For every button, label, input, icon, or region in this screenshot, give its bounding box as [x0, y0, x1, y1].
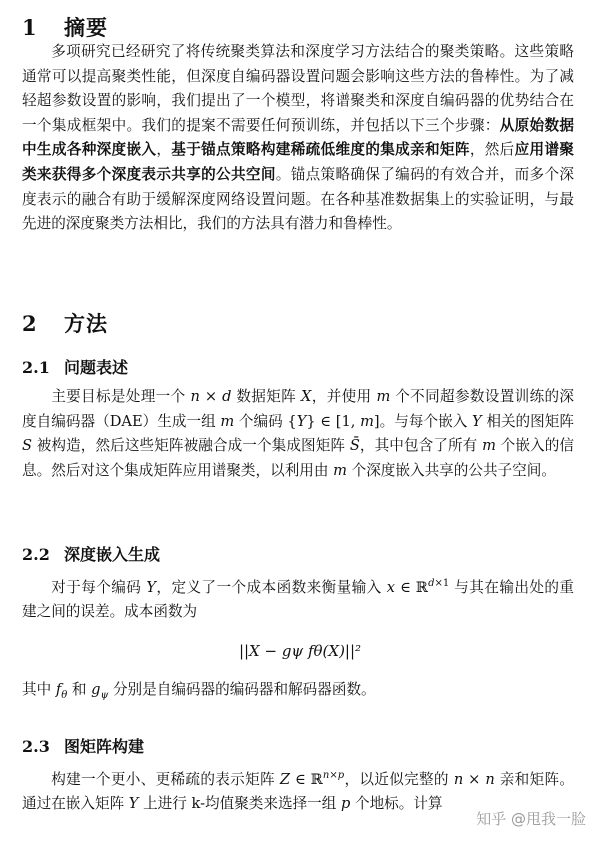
section-1-heading [22, 12, 108, 42]
abstract-step-3: 应用谱聚类来获得多个深度表示共享的公共空间 [22, 141, 574, 183]
subsection-2-3-heading [22, 734, 144, 757]
subsection-title: 问题表述 [64, 358, 129, 377]
abstract-step-2: 基于锚点策略构建稀疏低维度的集成亲和矩阵 [171, 141, 470, 159]
text: 对于每个编码 [51, 578, 147, 596]
text: 数据矩阵 [231, 388, 302, 405]
text: 分别是自编码器的编码器和解码器函数。 [108, 681, 376, 698]
text: 个地标。计算 [350, 795, 443, 813]
text: ，并使用 [311, 388, 377, 405]
subsection-title: 深度嵌入生成 [64, 545, 161, 564]
text: 相关的图矩阵 [481, 412, 575, 430]
text: ，以近似完整的 [344, 770, 454, 788]
subsection-number: 2.2 [22, 545, 50, 564]
section-number: 1 [22, 15, 38, 40]
section-title: 摘要 [64, 15, 108, 40]
cost-function-equation: ||X − gψ fθ(X)||² [238, 642, 362, 660]
watermark-text: 知乎 @甩我一脸 [476, 810, 586, 828]
text: 亲和矩阵。通过在嵌入矩阵 [22, 770, 574, 813]
subsection-number: 2.3 [22, 737, 50, 756]
section-title: 方法 [64, 311, 108, 336]
subsection-2-1-heading [22, 355, 128, 378]
text: 个不同超参数设置训练的深度自编码器（DAE）生成一组 [22, 388, 575, 430]
text: 构建一个更小、更稀疏的表示矩阵 [51, 770, 280, 788]
abstract-sep: ，然后 [469, 141, 515, 159]
abstract-text: 。锚点策略确保了编码的有效合并，而多个深度表示的融合有助于缓解深度网络设置问题。在各种基准数据集上的实验证明，与最先进的深度聚类方法相比，我们的方法具有潜力和鲁棒性。 [22, 165, 574, 233]
watermark [476, 808, 586, 829]
text: 个深度嵌入共享的公共子空间。 [346, 461, 556, 479]
problem-statement-paragraph: 主要目标是处理一个 n × d 数据矩阵 X，并使用 m 个不同超参数设置训练的深度自编码器（DAE）生成一组 m 个编码 {Y} ∈ [1, m]。与每个嵌入 Y 相关的图矩阵 S 被构造，然后这些矩阵被融合成一个集成图矩阵 S̄，其中包含了所有 m 个嵌入的信息。然后对这个集成矩阵应用谱聚类，以利用由 m 个深度嵌入共享的公共子空间。 [22, 388, 575, 479]
encoder-decoder-paragraph: 其中 $f_\theta$ 和 $g_\psi$ 分别是自编码器的编码器和解码器函数。 [22, 681, 376, 701]
section-number: 2 [22, 311, 38, 336]
abstract-step-1: 从原始数据中生成各种深度嵌入 [22, 116, 574, 159]
text: 上进行 k-均值聚类来选择一组 [138, 795, 341, 813]
text: 主要目标是处理一个 [51, 388, 191, 405]
subsection-2-2-heading [22, 542, 160, 565]
abstract-paragraph [22, 40, 574, 237]
text: 被构造，然后这些矩阵被融合成一个集成图矩阵 [32, 437, 350, 455]
text: 。与每个嵌入 [379, 412, 473, 430]
text: ，其中包含了所有 [359, 437, 483, 455]
graph-matrix-paragraph: 构建一个更小、更稀疏的表示矩阵 Z ∈ ℝ$^{n\times p}$，以近似完整的 n × n 亲和矩阵。通过在嵌入矩阵 Y 上进行 k-均值聚类来选择一组 p 个地标。计算 [22, 770, 574, 813]
subsection-title: 图矩阵构建 [64, 737, 145, 756]
subsection-number: 2.1 [22, 358, 50, 377]
text: ，定义了一个成本函数来衡量输入 [156, 578, 387, 596]
text: 和 [67, 681, 92, 698]
abstract-text: 多项研究已经研究了将传统聚类算法和深度学习方法结合的聚类策略。这些策略通常可以提高聚类性能，但深度自编码器设置问题会影响这些方法的鲁棒性。为了减轻超参数设置的影响，我们提出了一个模型，将谱聚类和深度自编码器的优势结合在一个集成框架中。我们的提案不需要任何预训练，并包括以下三个步骤： [22, 43, 574, 134]
abstract-sep: ， [156, 141, 172, 159]
text: 与其在输出处的重建之间的误差。成本函数为 [22, 578, 575, 621]
section-2-heading [22, 308, 108, 338]
embedding-paragraph: 对于每个编码 Y，定义了一个成本函数来衡量输入 x ∈ ℝ$^{d\times 1}$ 与其在输出处的重建之间的误差。成本函数为 [22, 578, 575, 621]
text: 个嵌入的信息。然后对这个集成矩阵应用谱聚类，以利用由 [22, 437, 575, 479]
text: 个编码 [234, 412, 288, 430]
text: 其中 [22, 681, 56, 698]
